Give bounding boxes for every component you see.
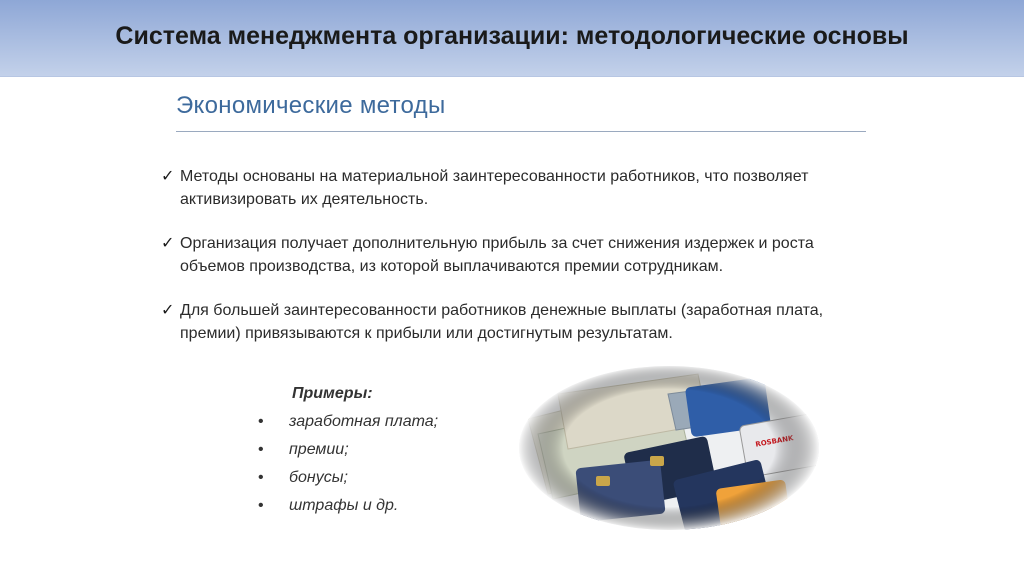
bullet-dot-icon: •: [258, 497, 264, 514]
example-text: бонусы;: [289, 469, 348, 486]
slide-title: Система менеджмента организации: методологические основы: [115, 22, 909, 50]
example-item: [258, 495, 518, 523]
bullet-dot-icon: •: [258, 469, 264, 486]
example-text: премии;: [289, 441, 349, 458]
bullet-dot-icon: •: [258, 441, 264, 458]
bullet-text: Для большей заинтересованности работников денежные выплаты (заработная плата, премии) привязываются к прибыли или достигнутым результатам.: [180, 302, 824, 342]
examples-list: [258, 411, 518, 523]
bullet-text: Методы основаны на материальной заинтересованности работников, что позволяет активизировать их деятельность.: [180, 168, 809, 208]
section-title: Экономические методы: [176, 92, 446, 119]
examples-title: Примеры:: [292, 385, 373, 402]
checkmark-icon: ✓: [161, 235, 175, 252]
bullet-text: Организация получает дополнительную прибыль за счет снижения издержек и роста объемов производства, из которой выплачиваются премии сотрудникам.: [180, 235, 814, 275]
section-divider: [176, 131, 866, 132]
bullet-item: [161, 165, 861, 211]
money-and-cards-image: [518, 364, 820, 532]
bullet-item: [161, 232, 861, 278]
example-item: [258, 467, 518, 495]
bullet-item: [161, 299, 861, 345]
example-text: заработная плата;: [289, 413, 439, 430]
slide-header: [0, 0, 1024, 77]
example-item: [258, 439, 518, 467]
bullet-list: [161, 165, 861, 366]
checkmark-icon: ✓: [161, 168, 175, 185]
example-item: [258, 411, 518, 439]
checkmark-icon: ✓: [161, 302, 175, 319]
bullet-dot-icon: •: [258, 413, 264, 430]
example-text: штрафы и др.: [289, 497, 399, 514]
